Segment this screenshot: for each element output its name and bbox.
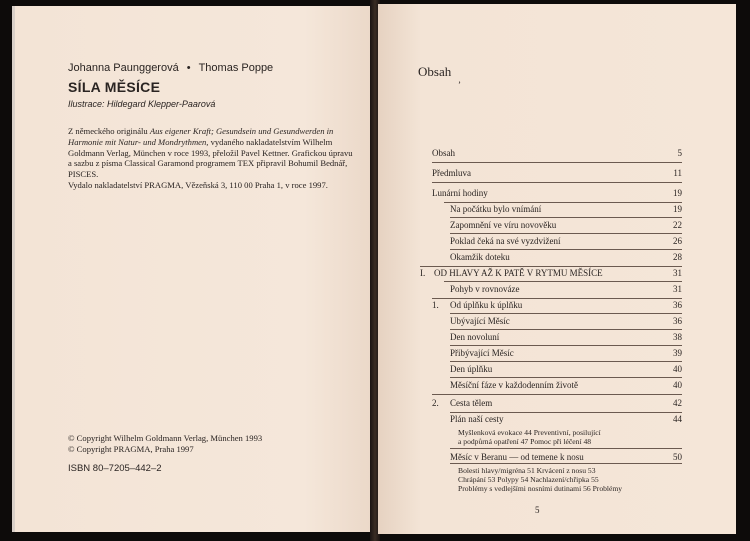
- toc-label: Den úplňku: [450, 364, 493, 374]
- toc-rule: [450, 329, 682, 330]
- toc-rule: [444, 202, 682, 203]
- copyright-line-2: © Copyright PRAGMA, Praha 1997: [68, 444, 194, 454]
- toc-label: Den novoluní: [450, 332, 500, 342]
- toc-rule: [450, 233, 682, 234]
- authors: [68, 62, 273, 74]
- toc-page: 26: [673, 236, 682, 246]
- toc-sub-line: Myšlenková evokace 44 Preventivní, posilující: [458, 428, 601, 437]
- toc-label: Od úplňku k úplňku: [450, 300, 523, 310]
- toc-page: 11: [673, 168, 682, 178]
- toc-rule: [450, 361, 682, 362]
- contents-heading: Obsah: [418, 64, 452, 79]
- toc-rule: [450, 345, 682, 346]
- toc-page: 36: [673, 300, 682, 310]
- toc-page: 5: [677, 148, 682, 158]
- author-2: Thomas Poppe: [198, 62, 274, 74]
- book-title: SÍLA MĚSÍCE: [68, 79, 161, 95]
- para-rest: vydaného nakladatelstvím Wilhelm Goldmann Verlag, München v roce 1993, přeložil Pavel Kettner. Grafickou úpravu a sazbu z písma Classical Garamond programem TEX připravil Bohumil Bednář, PISCES.: [68, 136, 353, 180]
- toc-page: 50: [673, 452, 682, 462]
- toc-label: Ubývající Měsíc: [450, 316, 510, 326]
- toc-rule: [432, 298, 682, 299]
- toc-rule: [450, 313, 682, 314]
- toc-label: Měsíc v Beranu — od temene k nosu: [450, 452, 584, 462]
- toc-rule: [420, 266, 682, 267]
- author-1: Johanna Paunggerová: [68, 62, 179, 74]
- toc-label: Předmluva: [432, 168, 471, 178]
- toc-rule: [450, 217, 682, 218]
- toc-page: 44: [673, 414, 682, 424]
- toc-sub-line: Problémy s vedlejšími nosními dutinami 56 Problémy: [458, 484, 623, 493]
- toc-rule: [432, 394, 682, 395]
- para-intro: Z německého originálu: [68, 126, 150, 136]
- page-number: 5: [535, 505, 540, 515]
- toc-rule: [450, 377, 682, 378]
- toc-page: 19: [673, 188, 682, 198]
- toc-rule: [432, 182, 682, 183]
- toc-label: Cesta tělem: [450, 398, 493, 408]
- toc-sub-line: a podpůrná opatření 47 Pomoc při léčení 48: [458, 437, 592, 446]
- toc-label: Obsah: [432, 148, 455, 158]
- toc-page: 36: [673, 316, 682, 326]
- toc-page: 39: [673, 348, 682, 358]
- isbn: ISBN 80–7205–442–2: [68, 463, 162, 474]
- toc-label: Lunární hodiny: [432, 188, 488, 198]
- original-title: Aus eigener Kraft; Gesundsein und Gesundwerden in Harmonie mit Natur- und Mondrythmen,: [68, 126, 334, 147]
- copyright-line-1: © Copyright Wilhelm Goldmann Verlag, München 1993: [68, 433, 263, 443]
- toc-number: 2.: [432, 398, 439, 408]
- toc-page: 19: [673, 204, 682, 214]
- toc-label: Přibývající Měsíc: [450, 348, 514, 358]
- toc-page: 31: [673, 268, 682, 278]
- toc-page: 42: [673, 398, 682, 408]
- toc-sub-line: Chrápání 53 Polypy 54 Nachlazení/chřipka 55: [458, 475, 599, 484]
- stray-mark: ’: [458, 80, 461, 90]
- toc-rule: [432, 162, 682, 163]
- author-separator: •: [186, 62, 191, 74]
- toc-label: Okamžik doteku: [450, 252, 510, 262]
- toc-page: 38: [673, 332, 682, 342]
- toc-label: Měsíční fáze v každodenním životě: [450, 380, 578, 390]
- toc-rule: [450, 412, 682, 413]
- toc-page: 22: [673, 220, 682, 230]
- toc-page: 40: [673, 380, 682, 390]
- publication-info: [68, 126, 358, 191]
- toc-page: 28: [673, 252, 682, 262]
- illustrator-credit: Ilustrace: Hildegard Klepper-Paarová: [68, 99, 216, 109]
- toc-rule: [450, 463, 682, 464]
- toc-label: Plán naší cesty: [450, 414, 504, 424]
- toc-sub-line: Bolesti hlavy/migréna 51 Krvácení z nosu 53: [458, 466, 596, 475]
- toc-label: Na počátku bylo vnímání: [450, 204, 542, 214]
- toc-number: 1.: [432, 300, 439, 310]
- toc-page: 40: [673, 364, 682, 374]
- publisher-line: Vydalo nakladatelství PRAGMA, Vězeňská 3, 110 00 Praha 1, v roce 1997.: [68, 179, 328, 190]
- toc-number: I.: [420, 268, 426, 278]
- toc-page: 31: [673, 284, 682, 294]
- toc-label: Pohyb v rovnováze: [450, 284, 520, 294]
- toc-rule: [444, 281, 682, 282]
- toc-label: Poklad čeká na své vyzdvižení: [450, 236, 561, 246]
- copyright-block: [68, 433, 262, 455]
- toc-rule: [450, 249, 682, 250]
- toc-label: OD HLAVY AŽ K PATĚ V RYTMU MĚSÍCE: [434, 268, 603, 278]
- toc-rule: [450, 448, 682, 449]
- toc-label: Zapomnění ve víru novověku: [450, 220, 557, 230]
